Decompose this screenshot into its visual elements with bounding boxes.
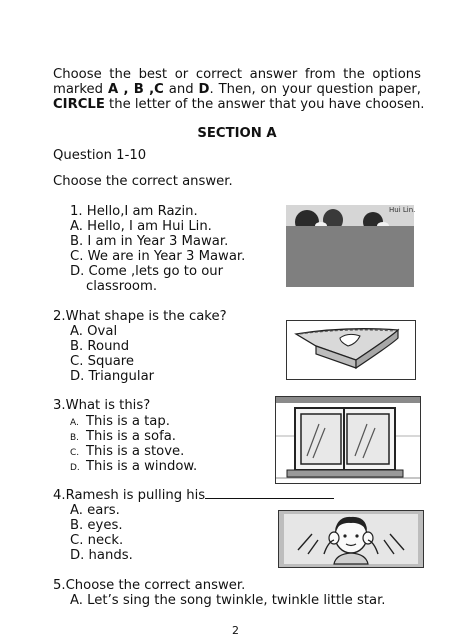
q3-letter-b: B. xyxy=(70,433,80,443)
question-range: Question 1-10 xyxy=(53,148,147,163)
q2-option-a: A. Oval xyxy=(70,324,118,339)
q5-stem: 5.Choose the correct answer. xyxy=(53,578,246,593)
q2-option-b: B. Round xyxy=(70,339,130,354)
q1-option-b: B. I am in Year 3 Mawar. xyxy=(70,234,229,249)
q3-option-a: This is a tap. xyxy=(86,414,170,429)
q2-option-d: D. Triangular xyxy=(70,369,155,384)
q3-stem: 3.What is this? xyxy=(53,398,151,413)
q4-option-d: D. hands. xyxy=(70,548,133,563)
instruction-text: Choose the correct answer. xyxy=(53,174,233,189)
q4-option-c: C. neck. xyxy=(70,533,124,548)
window-picture xyxy=(275,396,421,484)
instructions-paragraph xyxy=(53,67,425,112)
q3-letter-d: D. xyxy=(70,463,80,473)
q1-stem: 1. Hello,I am Razin. xyxy=(70,204,198,219)
boy-picture xyxy=(278,510,424,568)
picture-caption: Hui Lin. xyxy=(389,206,415,214)
q3-letter-a: A. xyxy=(70,418,79,428)
q1-option-d-cont: classroom. xyxy=(86,279,158,294)
q4-answer-blank xyxy=(205,488,334,499)
q1-option-a: A. Hello, I am Hui Lin. xyxy=(70,219,212,234)
q3-letter-c: C. xyxy=(70,448,80,458)
page-number: 2 xyxy=(232,624,239,637)
cake-picture xyxy=(286,320,416,380)
q5-option-a: A. Let’s sing the song twinkle, twinkle little star. xyxy=(70,593,386,608)
q2-stem: 2.What shape is the cake? xyxy=(53,309,227,324)
q4-stem: 4.Ramesh is pulling his xyxy=(53,488,334,503)
instructions-line-3: CIRCLE the letter of the answer that you have choosen. xyxy=(53,97,425,112)
instructions-line-1: Choose the best or correct answer from the options xyxy=(53,67,421,82)
q4-option-a: A. ears. xyxy=(70,503,120,518)
instructions-line-2: marked A , B ,C and D. Then, on your question paper, xyxy=(53,82,421,97)
q4-option-b: B. eyes. xyxy=(70,518,123,533)
section-title: SECTION A xyxy=(197,126,277,141)
q2-option-c: C. Square xyxy=(70,354,135,369)
q1-option-c: C. We are in Year 3 Mawar. xyxy=(70,249,246,264)
q1-option-d: D. Come ,lets go to our xyxy=(70,264,224,279)
q3-option-d: This is a window. xyxy=(86,459,198,474)
q3-option-c: This is a stove. xyxy=(86,444,185,459)
q3-option-b: This is a sofa. xyxy=(86,429,176,444)
greeting-picture xyxy=(285,204,415,288)
